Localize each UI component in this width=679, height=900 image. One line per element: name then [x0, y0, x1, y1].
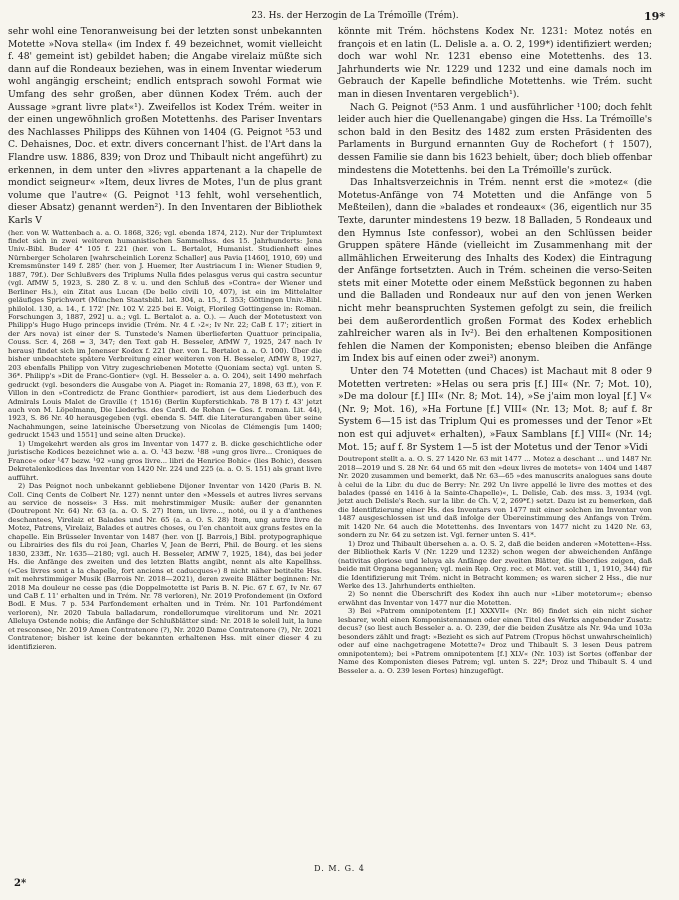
right-column: [338, 26, 652, 675]
footnote: 3) Bei »Patrem omnipotentem [f.] XXXVII« (Nr. 86) findet sich ein nicht sicher lesbarer, wohl einen Komponistennamen oder einen Titel des Werks angebender Zusatz: decus? (so liest auch Besseler a. a. O. 239, der die beiden Zusätze als Nr. 94a und 103a besonders zählt und fragt: »Bezieht es sich auf Patrem (Tropus höchst unwahrscheinlich) oder auf eine nachgetragene Motette?« Droz und Thibault S. 3 lesen Deus patrem omnipotentem); bei »Patrem omnipotentem [f.] XLV« (Nr. 103) ist Sortes (offenbar der Name des Komponisten dieses Patrem; vgl. unten S. 22*; Droz und Thibault S. 4 und Besseler a. a. O. 239 lesen Fortes) hinzugefügt.: [338, 607, 652, 675]
paragraph: sehr wohl eine Tenoranweisung bei der letzten sonst unbekannten Motette »Nova stella« (im Index f. 49 bezeichnet, womit vielleicht f. 48' gemeint ist) gebildet haben; die Angabe virelaiz müßte sich dann auf die Rondeaux beziehen, was in einem Inventar wiederum wohl angängig erscheint; endlich entsprach sowohl Format wie Umfang des sehr großen, aber dünnen Kodex Trém. auch der Aussage »grant livre plat«¹). Zweifellos ist Kodex Trém. weiter in der einen ungewöhnlich großen Motettenhs. des Pariser Inventars des Nachlasses Philipps des Kühnen von 1404 (G. Peignot ⁵53 und C. Dehaisnes, Doc. et extr. divers concernant l'hist. de l'Art dans la Flandre usw. 1886, 839; von Droz und Thibault nicht angeführt) zu erkennen, in dem unter den »livres appartenant a la chapelle de mondict seigneur« »Item, deux livres de Motes, l'un de plus grant volume que l'autre« (G. Peignot ¹13 fehlt, wohl versehentlich, dieser Absatz) genannt werden²). In den Inventaren der Bibliothek Karls V: [8, 26, 322, 226]
running-header: [0, 8, 679, 24]
footnote: 1) Umgekehrt werden als gros im Inventar von 1477 z. B. dicke geschichtliche oder juristische Kodices bezeichnet wie a. a. O. ¹43 bezw. ¹88 »ung gros livre... Croniques de France« oder ¹47 bezw. ¹92 »ung gros livre... libri de Henrice Bohic« (lies Bohic), dessen Dekretalenkodices das Inventar von 1420 Nr. 224 und 225 (a. a. O. S. 151) als grant livre aufführt.: [8, 439, 322, 482]
footnote: Doutrepont stellt a. a. O. S. 27 1420 Nr. 63 mit 1477 ... Motez a deschant ... und 1487 Nr. 2018—2019 und S. 28 Nr. 64 und 65 mit den »deux livres de motets« von 1404 und 1487 Nr. 2020 zusammen und bemerkt, daß Nr. 63—65 »des manuscrits analogues sans doute à celui de la Libr. du duc de Berry: Nr. 292 Un livre appellé le livre des mottes et des balades (passé en 1416 à la Sainte-Chapelle)«, L. Delisle, Cab. des mss. 3, 1934 (vgl. jetzt auch Delisle's Rech. sur la libr. de Ch. V, 2, 269*f.) setzt. Dazu ist zu bemerken, daß die Identifizierung einer Hs. des Inventars von 1477 mit einer solchen im Inventar von 1487 ausgeschlossen ist und daß infolge der Übereinstimmung des Anfangs von Trém. mit 1420 Nr. 64 auch die Motettenhs. des Inventars von 1477 nicht zu 1420 Nr. 63, sondern zu Nr. 64 zu setzen ist. Vgl. ferner unten S. 41*.: [338, 455, 652, 540]
paragraph: Unter den 74 Motetten (und Chaces) ist Machaut mit 8 oder 9 Motetten vertreten: »Helas ou sera pris [f.] III« (Nr. 7; Mot. 10), »De ma dolour [f.] III« (Nr. 8; Mot. 14), »Se j'aim mon loyal [f.] V« (Nr. 9; Mot. 16), »Ha Fortune [f.] VIII« (Nr. 13; Mot. 8; auf f. 8r System 6—15 ist das Triplum Qui es promesses und der Tenor »Et non est qui adjuvet« erhalten), »Faux Samblans [f.] VIII« (Nr. 14; Mot. 15; auf f. 8r System 1—5 ist der Motetus und der Tenor »Vidi: [338, 366, 652, 453]
left-footnotes: [8, 229, 322, 652]
sheet-mark: 2*: [14, 878, 27, 889]
paragraph: Das Inhaltsverzeichnis in Trém. nennt erst die »motez« (die Motetus-Anfänge von 74 Motetten und die Anfänge von 5 Meßteilen), dann die »balades et rondeaux« (36, eigentlich nur 35 Texte, darunter mindestens 19 bezw. 18 Balladen, 5 Rondeaux und den Hymnus Iste confessor), wobei an den Schlüssen beider Gruppen spätere Hände (vielleicht im Zusammenhang mit der allmählichen Erweiterung des Inhalts des Kodex) die Eintragung der Anfänge fortsetzten. Auch in Trém. scheinen die verso-Seiten stets mit einer Motette oder einem Meßstück begonnen zu haben und die Balladen und Rondeaux nur auf den von jenen Werken nicht mehr beanspruchten Systemen gefolgt zu sein, die freilich bei dem außerordentlich großen Format des Kodex erheblich zahlreicher waren als in Iv²). Bei den erhaltenen Kompositionen fehlen die Namen der Komponisten; ebenso bleiben die Anfänge im Index bis auf einen oder zwei³) anonym.: [338, 177, 652, 365]
footnote: (her. von W. Wattenbach a. a. O. 1868, 326; vgl. ebenda 1874, 212). Nur der Triplumtext findet sich in zwei weiteren humanistischen Sammelhss. des 15. Jahrhunderts: Jena Univ.-Bibl. Buder 4° 105 f. 221 (her. von L. Bertalot, Humanist. Studienheft eines Nürnberger Scholaren [wahrscheinlich Lorenz Schaller] aus Pavia [1460], 1910, 69) und Kremsmünster 149 f. 285' (her. von J. Huemer, Iter Austriacum I in: Wiener Studien 9, 1887, 79f.). Der Schlußvers des Triplums Nulla fides pelasgus verus qui castra secuntur (vgl. AfMW 5, 1923, S. 280 Z. 8 v. u. und den Schluß des »Contra« der Wiener und Berliner Hs.), ein Zitat aus Lucan (De bello civili 10, 407), ist ein im Mittelalter geläufiges Sprichwort (München Staatsbibl. lat. 304, a. 15., f. 353; Göttingen Univ.-Bibl. philolol. 130, a. 14., f. 172' [Nr. 102 V. 225 bei E. Voigt, Florileg Gottingense in: Roman. Forschungen 3, 1887, 292] u. a.; vgl. L. Bertalot a. a. O.). — Auch der Motetustext von Philipp's Hugo Hugo princeps invidie (Trém. Nr. 4 f. ›2«; Iv Nr. 22; CaB f. 17'; zitiert in der Ars nova) ist einer der S. Tunstede's Namen überlieferten Quattuor principalia, Couss. Scr. 4, 268 = 3, 347; den Text gab H. Besseler, AfMW 7, 1925, 247 nach Iv heraus) findet sich im Jenenser Kodex f. 221 (her. von L. Bertalot a. a. O. 100). Über die bisher unbeachtete spätere Verbreitung einer weiteren von H. Besseler, AfMW 8, 1927, 203 ebenfalls Philipp von Vitry zugeschriebenen Motette (Quoniam secta) vgl. unten S. 36*. Philipp's »Dit de Franc-Gontier« (vgl. H. Besseler a. a. O. 204), seit 1490 mehrfach gedruckt (vgl. besonders die Ausgabe von A. Piaget in: Romania 27, 1898, 63 ff.), von F. Villon in den »Contredictz de Franc Gonthier« parodiert, ist aus dem Liederbuch des Admirals Louis Malet de Graville († 1516) (Berlin Kupferstichkab. 78 B 17) f. 43' jetzt auch von M. Löpelmann, Die Liederhs. des Cardl. de Rohan (= Ges. f. roman. Lit. 44), 1923, S. 86 Nr. 40 herausgegeben (vgl. ebenda S. 54ff. die Literaturangaben über seine Nachahmungen, seine lateinische Übersetzung von Nicolas de Clémengis [um 1400; gedruckt 1543 und 1551] und seine alten Drucke).: [8, 228, 322, 440]
left-body-text: [8, 26, 322, 228]
running-title: 23. Hs. der Herzogin de La Trémoïlle (Trém).: [251, 11, 459, 21]
footnote: 2) So nennt die Überschrift des Kodex ihn auch nur »Liber motetorum«; ebenso erwähnt das Inventar von 1477 nur die Motetten.: [338, 590, 652, 607]
footnote: 2) Das Peignot noch unbekannt gebliebene Dijoner Inventar von 1420 (Paris B. N. Coll. Cinq Cents de Colbert Nr. 127) nennt unter den »Messels et autres livres servans au service de nosseis« 3 Hss. mit mehrstimmiger Musik: außer der genannten (Doutrepont Nr. 64) Nr. 63 (a. a. O. S. 27) Item, un livre..., noté, ou il y a d'anthenes deschantees, Virelaiz et Balades und Nr. 65 (a. a. O. S. 28) Item, ung autre livre de Motez, Patrens, Virelaiz, Balades et autres choses, ou l'en chantoit aux grans festes en la chapelle. Ein Brüsseler Inventar von 1487 (her. von [J. Barrois,] Bibl. protypographique ou Librairies des fils du roi Jean, Charles V, Jean de Berri, Phil. de Bourg. et les siens 1830, 233ff., Nr. 1635—2180; vgl. auch H. Besseler, AfMW 7, 1925, 184), das bei jeder Hs. die Anfänge des zweiten und des letzten Blatts angibt, nennt als alte Kapellhss. (»Ces livres sont a la chapelle, fort anciens et caducques«) 8 nicht näher betitelte Hss. mit mehrstimmiger Musik (Barrois Nr. 2018—2021), deren zweite Blätter beginnen: Nr. 2018 Ma douleur ne cesse pas (die Doppelmotette ist Paris B. N. Pic. 67 f. 67, Iv Nr. 67 und CaB f. 11' erhalten und in Trém. Nr. 78 verloren), Nr. 2019 Profondement (in Oxford Bodl. E Mus. 7 p. 534 Parfondement erhalten und in Trém. Nr. 101 Parfondément verloren), Nr. 2020 Tabula balladarum, rondellorumque virelitorum und Nr. 2021 Alleluya Ostende nobis; die Anfänge der Schlußblätter sind: Nr. 2018 le soleil luit, la lune et resconsee, Nr. 2019 Amen Contratenore (?), Nr. 2020 Dame Contratenore (?), Nr. 2021 Contratenor; bisher ist keine der bekannten erhaltenen Hss. mit einer dieser 4 zu identifizieren.: [8, 482, 322, 651]
right-footnotes: [338, 455, 652, 675]
paragraph: könnte mit Trém. höchstens Kodex Nr. 1231: Motez notés en françois et en latin (L. Delisle a. a. O. 2, 199*) identifiziert werden; doch war wohl Nr. 1231 ebenso eine Motettenhs. des 13. Jahrhunderts wie Nr. 1229 und 1232 und eine damals noch im Gebrauch der Kapelle befindliche Motettenhs. wie Trém. sucht man in diesen Inventaren vergeblich¹).: [338, 26, 652, 100]
signature-mark: D. M. G. 4: [314, 864, 365, 873]
right-body-text: [338, 26, 652, 454]
page-number: 19*: [643, 10, 665, 23]
footnote: 1) Droz und Thibault übersehen a. a. O. S. 2, daß die beiden anderen »Motetten«-Hss. der Bibliothek Karls V (Nr. 1229 und 1232) schon wegen der abweichenden Anfänge (nativitas gloriose und leluya als Anfänge der zweiten Blätter, die überdies zeigen, daß beide mit Organa begannen; vgl. mein Rep. Org. rec. et Mot. vet. still 1, 1, 1910, 344) für die Identifizierung mit Trém. nicht in Betracht kommen; es waren sicher 2 Hss., die nur Werke des 13. Jahrhunderts enthielten.: [338, 539, 652, 590]
paragraph: Nach G. Peignot (⁵53 Anm. 1 und ausführlicher ¹100; doch fehlt leider auch hier die Quellenangabe) gingen die Hss. La Trémoïlle's schon bald in den Besitz des 1482 zum ersten Präsidenten des Parlaments in Burgund ernannten Guy de Rochefort († 1507), dessen Familie sie dann bis 1623 behielt, über; doch blieb offenbar mindestens die Motettenhs. bei den La Trémoïlle's zurück.: [338, 101, 652, 176]
left-column: [8, 26, 322, 651]
